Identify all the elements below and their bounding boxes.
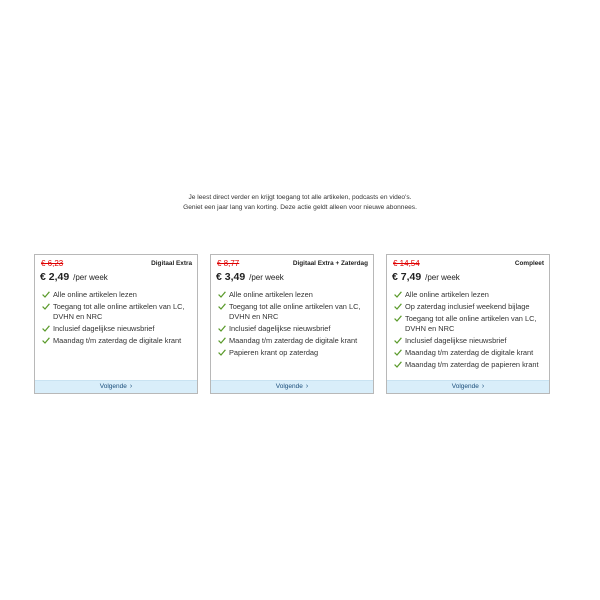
intro-text — [0, 193, 600, 213]
feature-label: Toegang tot alle online artikelen van LC, DVHN en NRC — [405, 314, 537, 333]
feature-label: Inclusief dagelijkse nieuwsbrief — [229, 323, 331, 333]
check-icon — [218, 349, 226, 356]
subscription-cards — [0, 254, 600, 394]
next-button[interactable] — [387, 380, 549, 393]
next-button[interactable] — [211, 380, 373, 393]
feature-label: Inclusief dagelijkse nieuwsbrief — [405, 336, 507, 346]
feature-item — [217, 290, 371, 299]
next-button-label: Volgende — [99, 383, 127, 390]
feature-item — [393, 302, 547, 311]
feature-list — [41, 290, 195, 348]
feature-list — [217, 290, 371, 360]
check-icon — [218, 303, 226, 310]
price-amount: € 7,49 — [392, 271, 422, 283]
check-icon — [394, 315, 402, 322]
chevron-right-icon: › — [305, 383, 309, 390]
check-icon — [394, 291, 402, 298]
subscription-card-digitaal-extra — [34, 254, 198, 394]
feature-label: Alle online artikelen lezen — [53, 290, 137, 299]
feature-label: Alle online artikelen lezen — [405, 290, 489, 299]
check-icon — [218, 325, 226, 332]
check-icon — [394, 303, 402, 310]
check-icon — [218, 337, 226, 344]
check-icon — [394, 361, 402, 368]
price — [40, 271, 108, 283]
next-button-label: Volgende — [451, 383, 479, 390]
price-period: /per week — [425, 273, 460, 282]
price-amount: € 2,49 — [40, 271, 70, 283]
feature-label: Inclusief dagelijkse nieuwsbrief — [53, 323, 155, 333]
feature-item — [393, 348, 547, 357]
feature-list — [393, 290, 547, 373]
feature-label: Op zaterdag inclusief weekend bijlage — [405, 302, 530, 312]
next-button[interactable] — [35, 380, 197, 393]
chevron-right-icon: › — [481, 383, 485, 390]
feature-label: Toegang tot alle online artikelen van LC, DVHN en NRC — [229, 302, 361, 321]
check-icon — [394, 337, 402, 344]
plan-name: Compleet — [514, 260, 544, 267]
price-amount: € 3,49 — [216, 271, 246, 283]
old-price: € 14,54 — [393, 259, 420, 268]
feature-item — [217, 324, 371, 333]
feature-label: Maandag t/m zaterdag de digitale krant — [229, 336, 358, 346]
feature-item — [217, 302, 371, 321]
plan-name: Digitaal Extra — [151, 260, 192, 267]
feature-item — [41, 290, 195, 299]
feature-label: Toegang tot alle online artikelen van LC, DVHN en NRC — [53, 302, 185, 321]
old-price: € 6,23 — [41, 259, 64, 268]
check-icon — [218, 291, 226, 298]
feature-item — [217, 336, 371, 345]
check-icon — [42, 337, 50, 344]
old-price: € 8,77 — [217, 259, 240, 268]
check-icon — [42, 325, 50, 332]
check-icon — [394, 349, 402, 356]
feature-item — [393, 360, 547, 369]
subscription-card-compleet — [386, 254, 550, 394]
feature-label: Maandag t/m zaterdag de digitale krant — [405, 348, 534, 358]
feature-item — [393, 336, 547, 345]
next-button-label: Volgende — [275, 383, 303, 390]
feature-item — [393, 290, 547, 299]
subscription-card-digitaal-extra-zaterdag — [210, 254, 374, 394]
price — [216, 271, 284, 283]
chevron-right-icon: › — [129, 383, 133, 390]
feature-item — [41, 336, 195, 345]
feature-item — [393, 314, 547, 333]
feature-item — [41, 324, 195, 333]
feature-label: Maandag t/m zaterdag de papieren krant — [405, 360, 539, 370]
price-period: /per week — [73, 273, 108, 282]
check-icon — [42, 303, 50, 310]
intro-line-2: Geniet een jaar lang van korting. Deze actie geldt alleen voor nieuwe abonnees. — [183, 204, 417, 211]
feature-item — [217, 348, 371, 357]
check-icon — [42, 291, 50, 298]
price-period: /per week — [249, 273, 284, 282]
feature-label: Maandag t/m zaterdag de digitale krant — [53, 336, 182, 346]
intro-line-1: Je leest direct verder en krijgt toegang tot alle artikelen, podcasts en video's. — [188, 194, 412, 201]
feature-label: Alle online artikelen lezen — [229, 290, 313, 299]
feature-label: Papieren krant op zaterdag — [229, 348, 319, 358]
feature-item — [41, 302, 195, 321]
plan-name: Digitaal Extra + Zaterdag — [292, 260, 368, 267]
price — [392, 271, 460, 283]
